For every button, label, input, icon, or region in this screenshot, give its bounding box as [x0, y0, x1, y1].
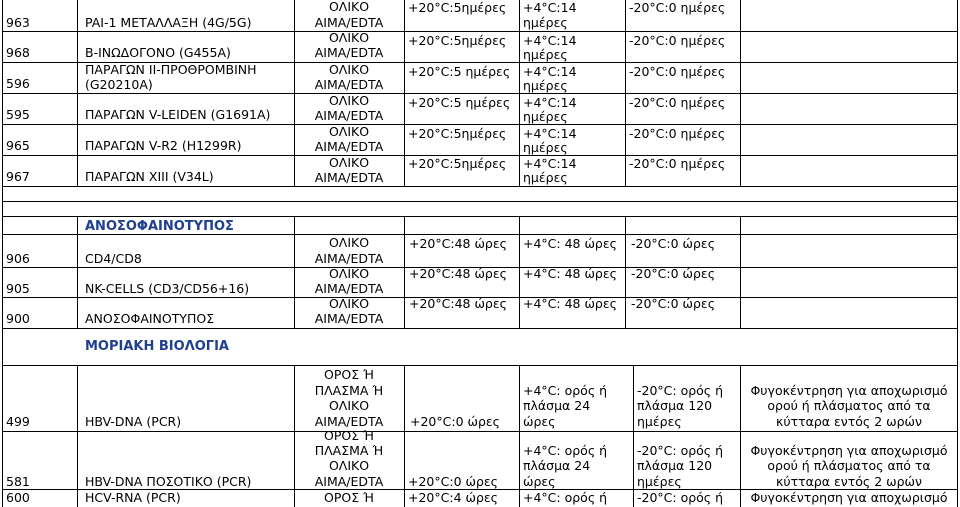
row-sample-type: ΠΛΑΣΜΑ Ή	[314, 443, 384, 458]
row-frozen: -20°C:0 ημέρες	[629, 126, 726, 141]
row-sample-type: ΠΛΑΣΜΑ Ή	[314, 383, 384, 398]
row-room-temp: +20°C:5ημέρες	[408, 126, 507, 141]
row-frozen: -20°C:0 ημέρες	[629, 64, 726, 79]
row-fridge: ώρες	[523, 414, 556, 429]
row-test-name: ΠΑΡΑΓΩΝ XIII (V34L)	[85, 169, 214, 184]
row-sample-type: ΟΛΙΚΟ	[328, 93, 370, 108]
row-fridge: +4°C:14	[523, 156, 577, 171]
row-code: 596	[6, 76, 30, 91]
row-notes: Φυγοκέντρηση για αποχωρισμό	[750, 443, 948, 458]
row-code: 905	[6, 281, 30, 296]
row-frozen: πλάσμα 120	[637, 458, 713, 473]
row-frozen: -20°C:0 ώρες	[631, 266, 716, 281]
row-fridge: ημέρες	[523, 170, 568, 185]
row-notes: Φυγοκέντρηση για αποχωρισμό	[750, 383, 948, 398]
row-sample-type: ΑΙΜΑ/EDTA	[314, 15, 384, 30]
row-sample-type: ΑΙΜΑ/EDTA	[314, 108, 384, 123]
row-test-name: ΑΝΟΣΟΦΑΙΝΟΤΥΠΟΣ	[85, 311, 215, 326]
grid-line	[2, 431, 958, 432]
row-room-temp: +20°C:48 ώρες	[409, 236, 507, 251]
row-test-name: ΠΑΡΑΓΩΝ V-LEIDEN (G1691A)	[85, 107, 271, 122]
row-test-name: HBV-DNA ΠΟΣΟΤΙΚΟ (PCR)	[85, 474, 252, 489]
section-heading: ΜΟΡΙΑΚΗ ΒΙΟΛΟΓΙΑ	[85, 339, 229, 354]
grid-line	[633, 365, 634, 507]
row-sample-type: ΑΙΜΑ/EDTA	[314, 45, 384, 60]
grid-line	[404, 216, 405, 329]
row-sample-type: ΟΛΙΚΟ	[328, 235, 370, 250]
row-code: 600	[6, 490, 30, 505]
row-sample-type: ΑΙΜΑ/EDTA	[314, 77, 384, 92]
row-notes: Φυγοκέντρηση για αποχωρισμό	[750, 490, 948, 505]
row-sample-type: ΑΙΜΑ/EDTA	[314, 170, 384, 185]
row-fridge: ημέρες	[523, 78, 568, 93]
row-fridge: ώρες	[523, 474, 556, 489]
row-sample-type: ΑΙΜΑ/EDTA	[314, 311, 384, 326]
row-fridge: +4°C: 48 ώρες	[523, 296, 617, 311]
grid-line	[77, 365, 78, 507]
row-test-name: NK-CELLS (CD3/CD56+16)	[85, 281, 250, 296]
grid-line	[519, 365, 520, 507]
row-room-temp: +20°C:4 ώρες	[408, 490, 498, 505]
row-fridge: +4°C: 48 ώρες	[523, 236, 617, 251]
row-frozen: -20°C:0 ώρες	[631, 296, 716, 311]
grid-line	[2, 365, 958, 366]
row-sample-type: ΟΛΙΚΟ	[328, 458, 370, 473]
row-notes: κύτταρα εντός 2 ωρών	[775, 414, 923, 429]
row-test-name: HBV-DNA (PCR)	[85, 414, 182, 429]
grid-line	[77, 216, 78, 329]
row-fridge: +4°C: 48 ώρες	[523, 266, 617, 281]
row-code: 581	[6, 474, 30, 489]
row-room-temp: +20°C:5ημέρες	[408, 156, 507, 171]
grid-line	[2, 186, 958, 187]
row-code: 963	[6, 15, 30, 30]
row-frozen: -20°C: ορός ή	[637, 443, 724, 458]
row-code: 968	[6, 45, 30, 60]
row-sample-type: ΟΛΙΚΟ	[328, 30, 370, 45]
row-notes: ορού ή πλάσματος από τα	[767, 398, 931, 413]
row-room-temp: +20°C:0 ώρες	[408, 474, 498, 489]
row-frozen: -20°C:0 ημέρες	[629, 95, 726, 110]
row-code: 499	[6, 414, 30, 429]
grid-line	[625, 216, 626, 329]
row-sample-type: ΟΛΙΚΟ	[328, 296, 370, 311]
row-sample-type: ΟΛΙΚΟ	[328, 62, 370, 77]
row-notes: κύτταρα εντός 2 ωρών	[775, 474, 923, 489]
row-fridge: +4°C:14	[523, 0, 577, 15]
row-sample-type: ΟΡΟΣ Ή	[324, 490, 374, 505]
row-room-temp: +20°C:5ημέρες	[408, 33, 507, 48]
row-code: 965	[6, 138, 30, 153]
row-test-name: PAI-1 ΜΕΤΑΛΛΑΞΗ (4G/5G)	[85, 15, 252, 30]
grid-line	[519, 216, 520, 329]
row-test-name: HCV-RNA (PCR)	[85, 490, 181, 505]
row-room-temp: +20°C:48 ώρες	[409, 266, 507, 281]
grid-line	[2, 328, 958, 329]
row-frozen: ημέρες	[637, 414, 682, 429]
row-frozen: πλάσμα 120	[637, 398, 713, 413]
row-sample-type: ΑΙΜΑ/EDTA	[314, 474, 384, 489]
grid-line	[2, 201, 958, 202]
row-sample-type: ΑΙΜΑ/EDTA	[314, 414, 384, 429]
grid-line	[2, 124, 958, 125]
row-code: 967	[6, 169, 30, 184]
row-sample-type: ΑΙΜΑ/EDTA	[314, 281, 384, 296]
row-test-name: ΠΑΡΑΓΩΝ ΙΙ-ΠΡΟΘΡΟΜΒΙΝΗ	[85, 62, 257, 77]
row-frozen: -20°C:0 ημέρες	[629, 156, 726, 171]
row-fridge: +4°C:14	[523, 95, 577, 110]
row-frozen: -20°C:0 ώρες	[631, 236, 716, 251]
row-sample-type: ΟΛΙΚΟ	[328, 124, 370, 139]
row-sample-type: ΑΙΜΑ/EDTA	[314, 139, 384, 154]
row-test-name: (G20210A)	[85, 77, 153, 92]
row-room-temp: +20°C:5 ημέρες	[408, 64, 511, 79]
row-fridge: ημέρες	[523, 109, 568, 124]
row-fridge: ημέρες	[523, 15, 568, 30]
row-room-temp: +20°C:48 ώρες	[409, 296, 507, 311]
grid-line	[2, 31, 958, 32]
row-fridge: +4°C:14	[523, 33, 577, 48]
row-fridge: ημέρες	[523, 140, 568, 155]
row-fridge: πλάσμα 24	[523, 398, 591, 413]
row-fridge: +4°C:14	[523, 64, 577, 79]
grid-line	[2, 93, 958, 94]
row-room-temp: +20°C:5 ημέρες	[408, 95, 511, 110]
row-fridge: ημέρες	[523, 47, 568, 62]
grid-line	[2, 216, 958, 217]
row-sample-type: ΟΡΟΣ Ή	[324, 428, 374, 443]
row-frozen: -20°C:0 ημέρες	[629, 33, 726, 48]
row-code: 595	[6, 107, 30, 122]
row-fridge: +4°C:14	[523, 126, 577, 141]
row-fridge: πλάσμα 24	[523, 458, 591, 473]
row-fridge: +4°C: ορός ή	[523, 383, 608, 398]
row-code: 900	[6, 311, 30, 326]
grid-line	[404, 365, 405, 507]
row-sample-type: ΟΛΙΚΟ	[328, 266, 370, 281]
row-sample-type: ΑΙΜΑ/EDTA	[314, 251, 384, 266]
row-fridge: +4°C: ορός ή	[523, 443, 608, 458]
row-room-temp: +20°C:0 ώρες	[410, 414, 500, 429]
row-sample-type: ΟΛΙΚΟ	[328, 0, 370, 14]
row-sample-type: ΟΛΙΚΟ	[328, 155, 370, 170]
grid-line	[740, 216, 741, 329]
row-test-name: CD4/CD8	[85, 251, 142, 266]
row-frozen: -20°C: ορός ή	[637, 490, 724, 505]
row-room-temp: +20°C:5ημέρες	[408, 0, 507, 15]
row-sample-type: ΟΛΙΚΟ	[328, 398, 370, 413]
section-heading: ΑΝΟΣΟΦΑΙΝΟΤΥΠΟΣ	[85, 219, 234, 234]
row-code: 906	[6, 251, 30, 266]
row-sample-type: ΟΡΟΣ Ή	[324, 367, 374, 382]
row-test-name: Β-ΙΝΩΔΟΓΟΝΟ (G455A)	[85, 45, 231, 60]
row-notes: ορού ή πλάσματος από τα	[767, 458, 931, 473]
row-frozen: -20°C:0 ημέρες	[629, 0, 726, 15]
row-fridge: +4°C: ορός ή	[523, 490, 608, 505]
row-test-name: ΠΑΡΑΓΩΝ V-R2 (H1299R)	[85, 138, 242, 153]
row-frozen: -20°C: ορός ή	[637, 383, 724, 398]
row-frozen: ημέρες	[637, 474, 682, 489]
